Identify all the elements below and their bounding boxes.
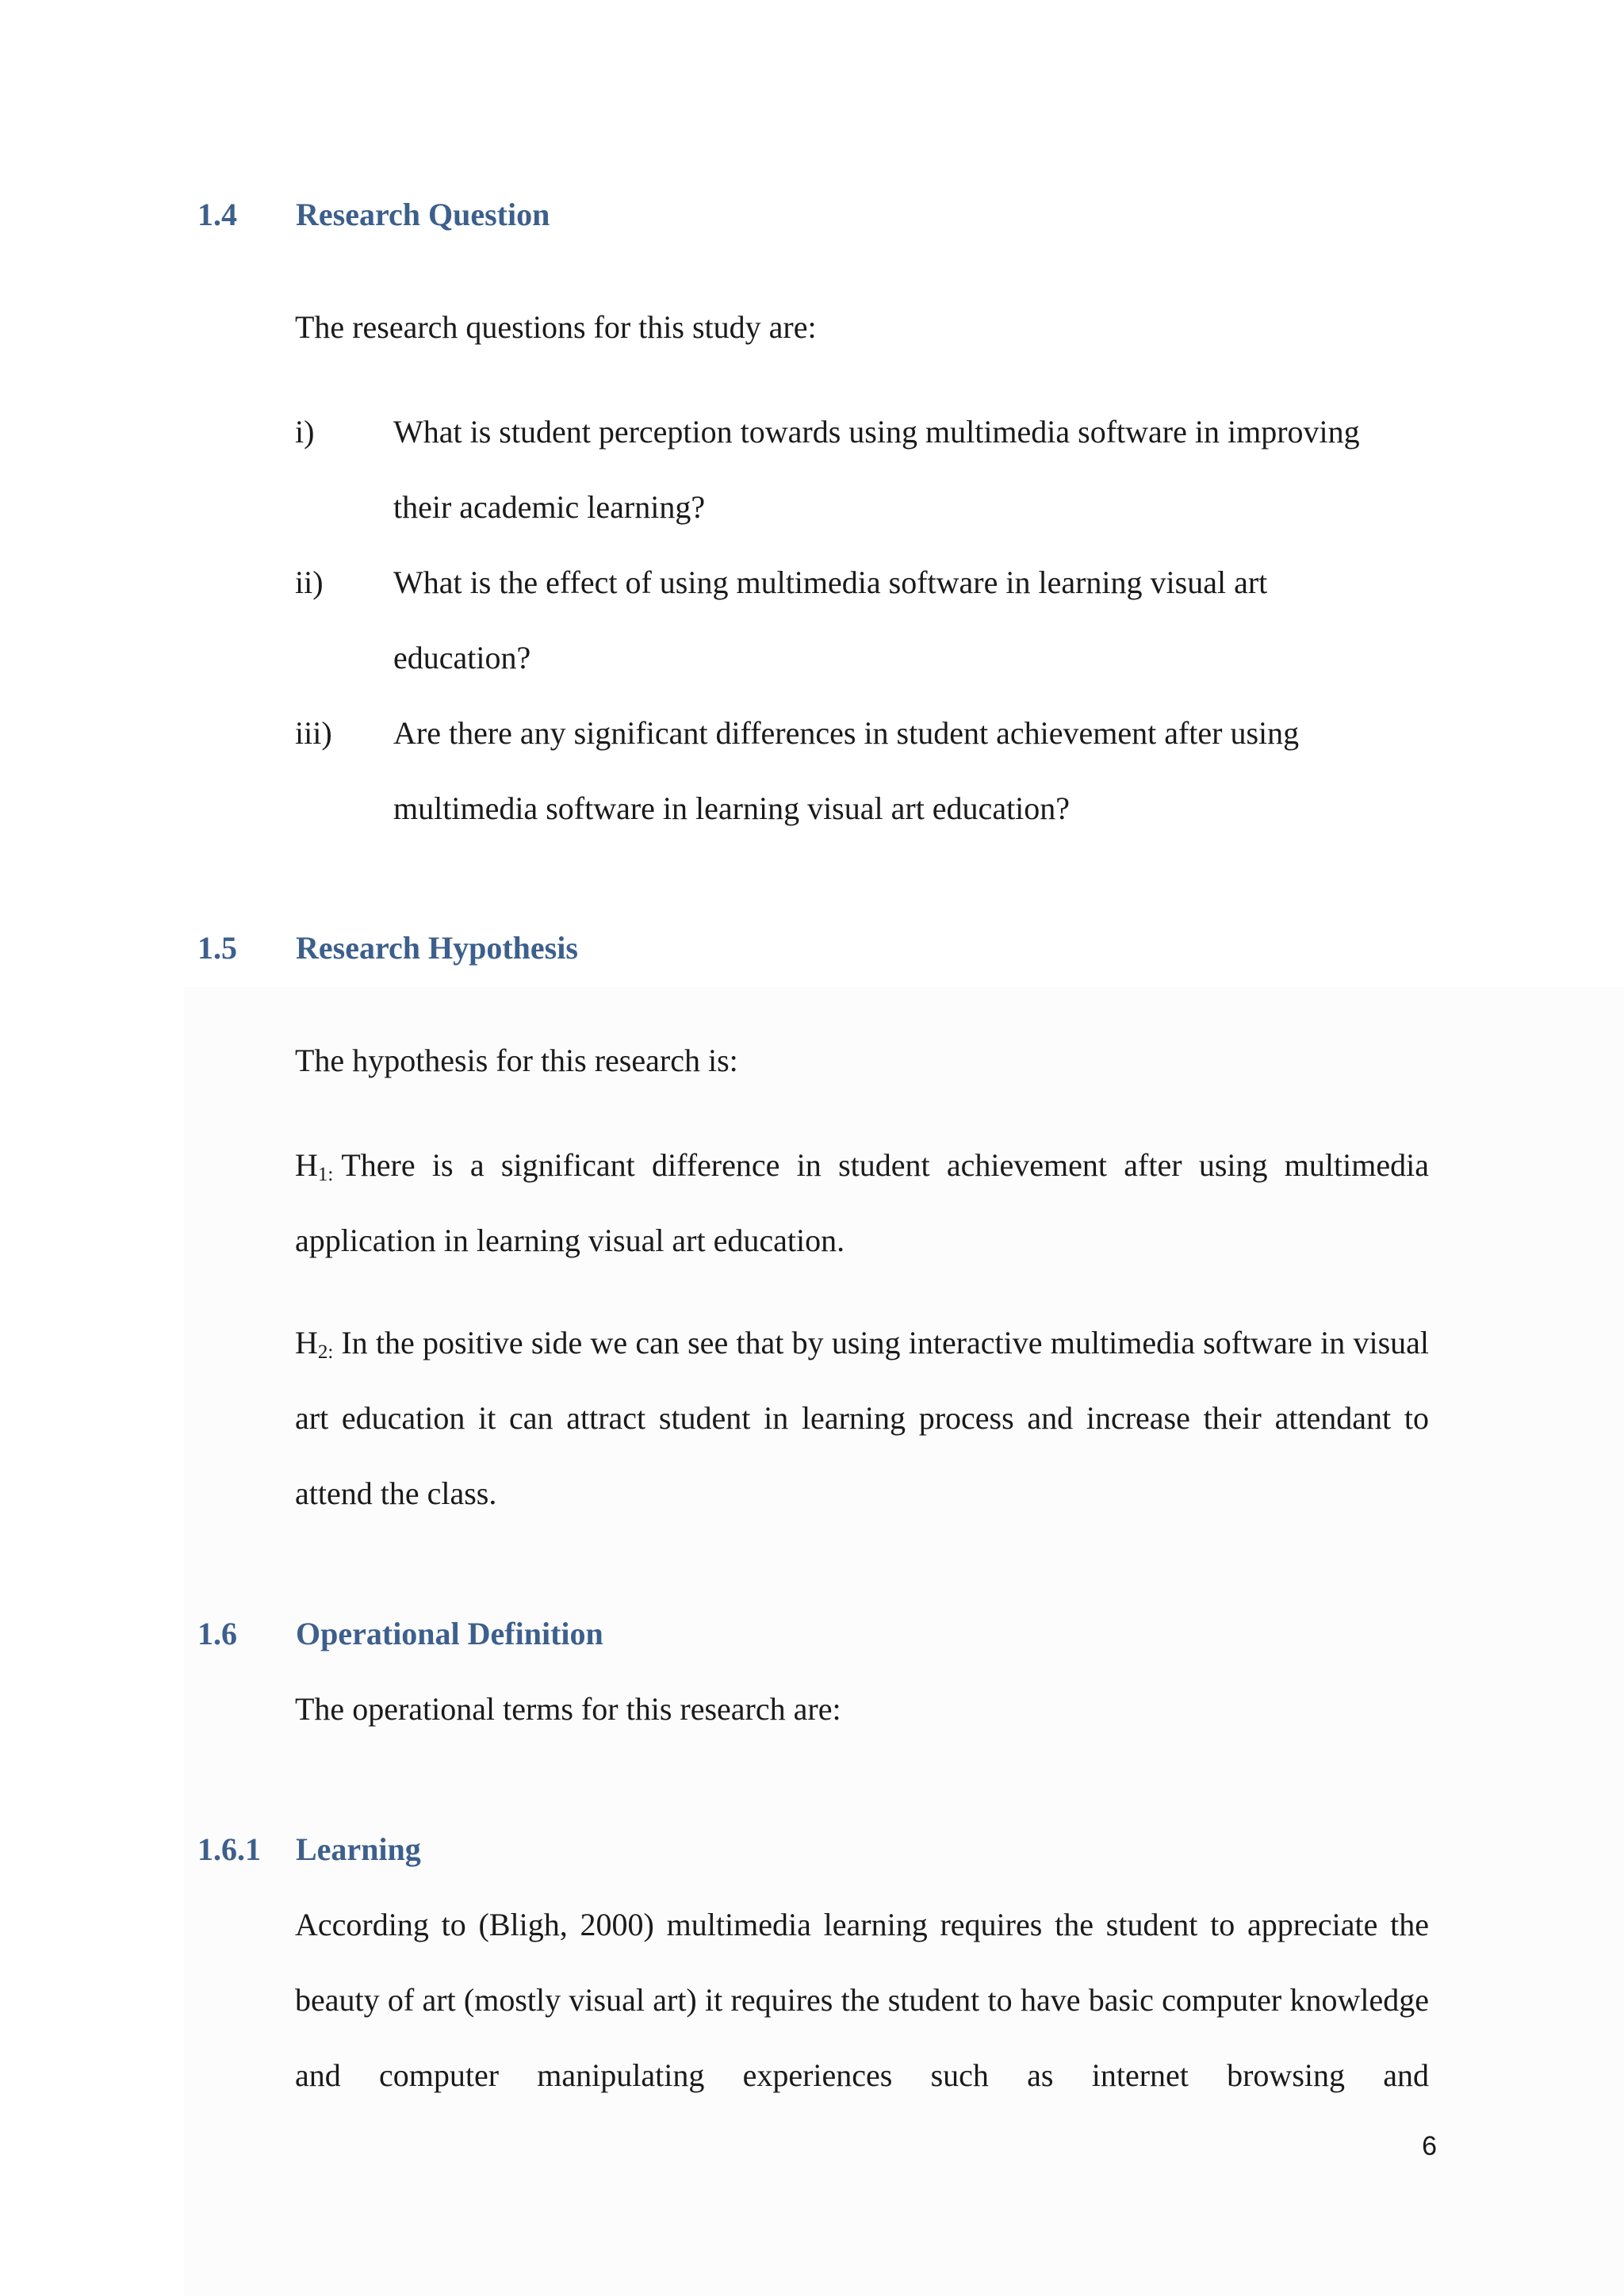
list-item-label: ii) [295,564,324,600]
section-intro: The operational terms for this research are: [295,1691,841,1727]
list-item [295,545,1429,695]
list-item-label: iii) [295,715,332,751]
hypothesis-subscript: 1: [317,1164,334,1185]
section-number: 1.5 [197,930,237,966]
section-title: Learning [296,1831,421,1867]
section-title: Operational Definition [296,1616,603,1651]
section-title: Research Hypothesis [296,930,578,966]
hypothesis-1 [295,1127,1429,1278]
list-item-line: multimedia software in learning visual art education? [393,790,1071,826]
section-number: 1.6 [197,1616,237,1651]
section-number: 1.6.1 [197,1831,261,1867]
page-number: 6 [1422,2131,1437,2161]
list-item-line: What is student perception towards using multimedia software in improving [393,414,1360,450]
list-item-line: their academic learning? [393,489,706,525]
hypothesis-symbol: H [295,1147,318,1183]
section-intro: The research questions for this study are: [295,309,817,345]
section-heading-1-4 [197,194,550,235]
list-item-line: What is the effect of using multimedia software in learning visual art [393,564,1268,600]
section-number: 1.4 [197,197,237,232]
section-title: Research Question [296,197,550,232]
list-item-label: i) [295,414,315,450]
section-heading-1-6-1 [197,1829,421,1870]
list-item [295,695,1429,846]
hypothesis-symbol: H [295,1325,318,1360]
section-body: According to (Bligh, 2000) multimedia learning requires the student to appreciate the beauty of art (mostly visual art) it requires the student to have basic computer knowledge and computer manipulating experiences such as internet browsing and [295,1907,1429,2093]
list-item-line: education? [393,640,531,675]
hypothesis-text: In the positive side we can see that by using interactive multimedia software in visual art education it can attract student in learning process and increase their attendant to attend the class. [295,1325,1429,1511]
hypothesis-2 [295,1305,1429,1531]
section-heading-1-5 [197,928,578,969]
list-item-line: Are there any significant differences in student achievement after using [393,715,1300,751]
section-heading-1-6 [197,1613,603,1655]
hypothesis-subscript: 2: [317,1341,334,1363]
hypothesis-text: There is a significant difference in student achievement after using multimedia application in learning visual art education. [295,1147,1429,1258]
list-item [295,394,1429,545]
section-intro: The hypothesis for this research is: [295,1043,738,1078]
